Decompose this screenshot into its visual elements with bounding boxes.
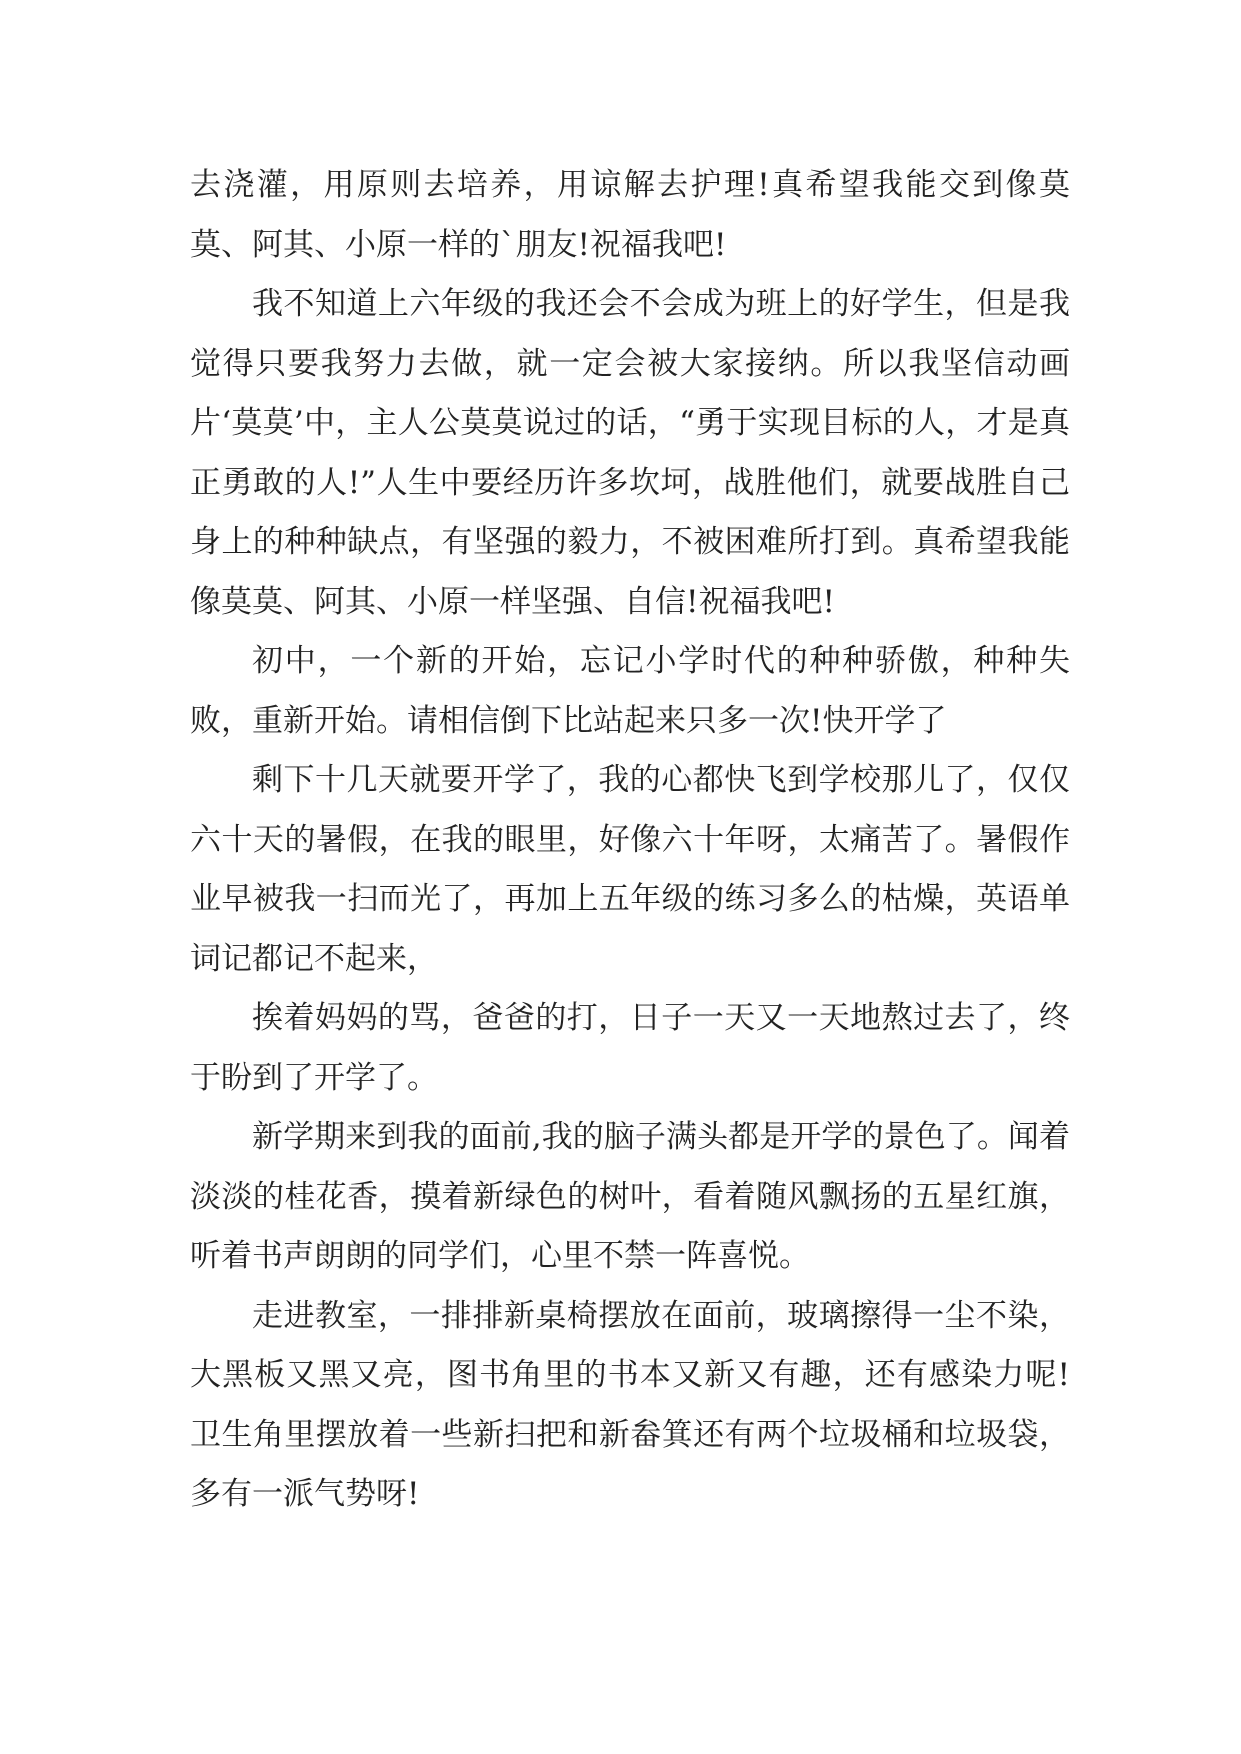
paragraph: 我不知道上六年级的我还会不会成为班上的好学生，但是我觉得只要我努力去做，就一定会被大家接纳。所以我坚信动画片‘莫莫’中，主人公莫莫说过的话，“勇于实现目标的人，才是真正勇敢的人!”人生中要经历许多坎坷，战胜他们，就要战胜自己身上的种种缺点，有坚强的毅力，不被困难所打到。真希望我能像莫莫、阿其、小原一样坚强、自信!祝福我吧! bbox=[190, 286, 1070, 620]
paragraph: 初中，一个新的开始，忘记小学时代的种种骄傲，种种失败，重新开始。请相信倒下比站起来只多一次!快开学了 bbox=[190, 643, 1070, 739]
paragraph: 新学期来到我的面前,我的脑子满头都是开学的景色了。闻着淡淡的桂花香，摸着新绿色的树叶，看着随风飘扬的五星红旗，听着书声朗朗的同学们，心里不禁一阵喜悦。 bbox=[190, 1119, 1070, 1274]
paragraph: 走进教室，一排排新桌椅摆放在面前，玻璃擦得一尘不染，大黑板又黑又亮，图书角里的书本又新又有趣，还有感染力呢!卫生角里摆放着一些新扫把和新畚箕还有两个垃圾桶和垃圾袋，多有一派气势呀! bbox=[190, 1297, 1070, 1512]
paragraph: 剩下十几天就要开学了，我的心都快飞到学校那儿了，仅仅六十天的暑假，在我的眼里，好像六十年呀，太痛苦了。暑假作业早被我一扫而光了，再加上五年级的练习多么的枯燥，英语单词记都记不起来， bbox=[190, 762, 1070, 977]
paragraph: 挨着妈妈的骂，爸爸的打，日子一天又一天地熬过去了，终于盼到了开学了。 bbox=[190, 1000, 1070, 1096]
paragraph: 去浇灌，用原则去培养，用谅解去护理!真希望我能交到像莫莫、阿其、小原一样的`朋友!祝福我吧! bbox=[190, 167, 1070, 263]
document-body bbox=[190, 156, 1070, 1525]
